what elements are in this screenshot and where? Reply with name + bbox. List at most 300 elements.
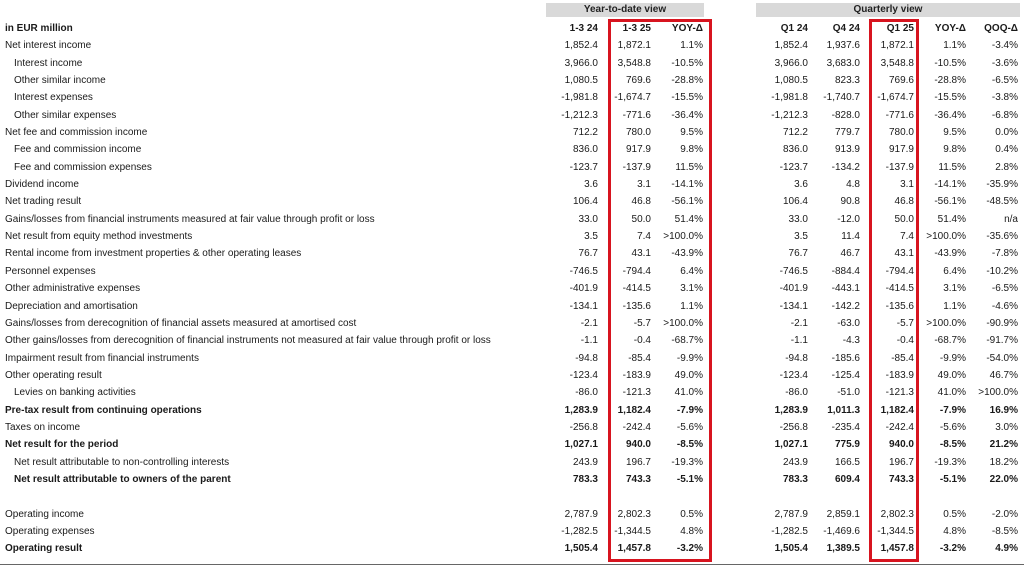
table-cell: -1,981.8 [771, 92, 808, 104]
table-cell: -94.8 [785, 352, 808, 364]
table-cell: -185.6 [831, 352, 860, 364]
table-row [0, 436, 1024, 453]
table-cell: 1,283.9 [564, 404, 598, 416]
table-cell: -1,674.7 [877, 92, 914, 104]
row-label: Gains/losses from derecognition of financial assets measured at amortised cost [5, 317, 357, 329]
table-cell: -56.1% [934, 196, 966, 208]
table-cell: 0.4% [995, 144, 1018, 156]
table-cell: 106.4 [782, 196, 808, 208]
table-cell: -242.4 [622, 421, 651, 433]
table-cell: -19.3% [671, 456, 703, 468]
table-cell: 11.5% [675, 161, 703, 173]
table-cell: -414.5 [885, 283, 914, 295]
table-cell: 769.6 [888, 75, 914, 87]
table-cell: -85.4 [628, 352, 651, 364]
table-cell: -401.9 [569, 283, 598, 295]
table-cell: 9.5% [943, 127, 966, 139]
table-cell: 3.1% [943, 283, 966, 295]
row-label: Net fee and commission income [5, 127, 148, 139]
table-cell: 2,787.9 [564, 508, 598, 520]
table-row [0, 506, 1024, 523]
table-cell: 917.9 [888, 144, 914, 156]
table-cell: -183.9 [885, 369, 914, 381]
table-cell: -19.3% [934, 456, 966, 468]
table-cell: 3.6 [584, 179, 598, 191]
table-cell: 33.0 [788, 213, 808, 225]
table-cell: 4.8 [846, 179, 860, 191]
row-label: Interest income [14, 57, 83, 69]
table-cell: -5.6% [676, 421, 703, 433]
table-cell: 712.2 [782, 127, 808, 139]
table-cell: 1,937.6 [826, 40, 860, 52]
table-cell: 743.3 [888, 473, 914, 485]
row-label: Operating income [5, 508, 84, 520]
table-cell: -10.5% [934, 57, 966, 69]
table-cell: 917.9 [625, 144, 651, 156]
table-cell: -48.5% [986, 196, 1018, 208]
table-row [0, 55, 1024, 72]
row-label: Interest expenses [14, 92, 93, 104]
table-cell: -43.9% [934, 248, 966, 260]
table-cell: -28.8% [934, 75, 966, 87]
table-cell: -123.7 [779, 161, 808, 173]
table-cell: -794.4 [885, 265, 914, 277]
table-cell: -1,344.5 [877, 525, 914, 537]
col-header: Q1 24 [780, 23, 808, 34]
table-row [0, 245, 1024, 262]
table-row [0, 280, 1024, 297]
quarterly-group-header: Quarterly view [756, 3, 1020, 17]
table-cell: 51.4% [674, 213, 703, 225]
table-cell: 41.0% [937, 387, 966, 399]
col-header: QOQ-Δ [984, 23, 1018, 34]
table-row [0, 211, 1024, 228]
table-cell: 1.1% [680, 40, 703, 52]
table-cell: 106.4 [572, 196, 598, 208]
table-cell: 3,966.0 [774, 57, 808, 69]
table-cell: -3.6% [991, 57, 1018, 69]
table-cell: -8.5% [991, 525, 1018, 537]
table-cell: 51.4% [937, 213, 966, 225]
table-cell: -235.4 [831, 421, 860, 433]
table-cell: -6.8% [991, 109, 1018, 121]
table-cell: 2,802.3 [880, 508, 914, 520]
table-cell: >100.0% [926, 317, 966, 329]
table-cell: 0.0% [995, 127, 1018, 139]
table-cell: 1,027.1 [564, 439, 598, 451]
row-label: Net result attributable to owners of the parent [14, 473, 231, 485]
table-cell: 46.8 [894, 196, 914, 208]
table-bottom-rule [0, 564, 1024, 565]
row-label: Pre-tax result from continuing operations [5, 404, 202, 416]
table-cell: -35.6% [986, 231, 1018, 243]
table-cell: -8.5% [676, 439, 703, 451]
table-cell: 16.9% [989, 404, 1018, 416]
table-cell: 836.0 [572, 144, 598, 156]
table-cell: 3.1 [900, 179, 914, 191]
row-label: Fee and commission income [14, 144, 142, 156]
table-cell: 46.8 [631, 196, 651, 208]
table-cell: 18.2% [989, 456, 1018, 468]
table-cell: 90.8 [840, 196, 860, 208]
row-label: Impairment result from financial instruments [5, 352, 199, 364]
table-cell: -10.5% [671, 57, 703, 69]
table-cell: -51.0 [837, 387, 860, 399]
table-cell: -54.0% [986, 352, 1018, 364]
table-cell: -86.0 [785, 387, 808, 399]
table-row [0, 263, 1024, 280]
table-cell: 6.4% [680, 265, 703, 277]
table-cell: -14.1% [934, 179, 966, 191]
table-cell: >100.0% [663, 317, 703, 329]
table-cell: 609.4 [834, 473, 860, 485]
table-cell: -125.4 [831, 369, 860, 381]
table-cell: -68.7% [934, 335, 966, 347]
row-label: Dividend income [5, 179, 79, 191]
table-cell: -183.9 [622, 369, 651, 381]
table-cell: -1.1 [790, 335, 808, 347]
row-label: Gains/losses from financial instruments measured at fair value through profit or loss [5, 213, 375, 225]
table-cell: 780.0 [888, 127, 914, 139]
table-row [0, 523, 1024, 540]
table-header-row [0, 20, 1024, 37]
table-cell: 3,548.8 [617, 57, 651, 69]
table-cell: 76.7 [578, 248, 598, 260]
table-cell: -1,469.6 [823, 525, 860, 537]
table-row [0, 402, 1024, 419]
table-row [0, 107, 1024, 124]
table-row [0, 315, 1024, 332]
row-label: Rental income from investment properties & other operating leases [5, 248, 302, 260]
table-cell: -1,212.3 [771, 109, 808, 121]
table-cell: 76.7 [788, 248, 808, 260]
table-cell: 769.6 [625, 75, 651, 87]
table-cell: -1,981.8 [561, 92, 598, 104]
table-cell: -142.2 [831, 300, 860, 312]
table-cell: 7.4 [637, 231, 651, 243]
table-cell: 780.0 [625, 127, 651, 139]
table-row [0, 454, 1024, 471]
table-cell: -1,282.5 [771, 525, 808, 537]
table-cell: -137.9 [885, 161, 914, 173]
table-row [0, 141, 1024, 158]
table-cell: 3.5 [584, 231, 598, 243]
table-cell: 775.9 [834, 439, 860, 451]
table-cell: -7.9% [939, 404, 966, 416]
table-row [0, 471, 1024, 488]
table-cell: 41.0% [674, 387, 703, 399]
table-cell: -3.2% [939, 543, 966, 555]
table-cell: -90.9% [986, 317, 1018, 329]
col-header: Q4 24 [832, 23, 860, 34]
table-cell: 712.2 [572, 127, 598, 139]
table-cell: -6.5% [991, 283, 1018, 295]
row-label: Net result attributable to non-controlling interests [14, 456, 230, 468]
table-cell: 940.0 [625, 439, 651, 451]
table-row [0, 89, 1024, 106]
table-cell: -123.7 [569, 161, 598, 173]
table-cell: 243.9 [782, 456, 808, 468]
col-header: 1-3 25 [622, 23, 651, 34]
table-cell: -35.9% [986, 179, 1018, 191]
table-row [0, 193, 1024, 210]
col-header: Q1 25 [886, 23, 914, 34]
table-cell: 2,859.1 [826, 508, 860, 520]
table-cell: -2.1 [580, 317, 598, 329]
table-cell: -256.8 [569, 421, 598, 433]
table-cell: -137.9 [622, 161, 651, 173]
table-cell: -14.1% [671, 179, 703, 191]
table-cell: 2.8% [995, 161, 1018, 173]
table-cell: -5.7 [633, 317, 651, 329]
table-cell: -0.4 [633, 335, 651, 347]
table-cell: 836.0 [782, 144, 808, 156]
table-cell: 3.1 [637, 179, 651, 191]
table-cell: -1,212.3 [561, 109, 598, 121]
table-cell: 779.7 [834, 127, 860, 139]
table-cell: -5.7 [896, 317, 914, 329]
table-cell: -123.4 [779, 369, 808, 381]
table-cell: -134.2 [831, 161, 860, 173]
row-label: Other similar expenses [14, 109, 117, 121]
table-cell: -4.6% [991, 300, 1018, 312]
table-row [0, 350, 1024, 367]
table-cell: -1,344.5 [614, 525, 651, 537]
table-cell: -771.6 [885, 109, 914, 121]
table-cell: 46.7 [840, 248, 860, 260]
table-cell: 50.0 [631, 213, 651, 225]
table-cell: -3.4% [991, 40, 1018, 52]
table-cell: 6.4% [943, 265, 966, 277]
table-row [0, 37, 1024, 54]
table-row [0, 384, 1024, 401]
table-cell: -3.8% [991, 92, 1018, 104]
table-cell: -828.0 [831, 109, 860, 121]
table-cell: 1,283.9 [774, 404, 808, 416]
table-cell: 1,182.4 [880, 404, 914, 416]
table-cell: 913.9 [834, 144, 860, 156]
table-cell: 2,787.9 [774, 508, 808, 520]
table-cell: 1,852.4 [774, 40, 808, 52]
table-cell: 1.1% [943, 40, 966, 52]
table-cell: 11.4 [841, 231, 860, 243]
table-cell: -5.1% [676, 473, 703, 485]
table-cell: -746.5 [779, 265, 808, 277]
table-cell: -68.7% [671, 335, 703, 347]
table-cell: 7.4 [900, 231, 914, 243]
table-cell: -121.3 [622, 387, 651, 399]
spacer-row [0, 488, 1024, 505]
table-row [0, 540, 1024, 557]
table-cell: 4.8% [680, 525, 703, 537]
table-cell: 2,802.3 [617, 508, 651, 520]
table-cell: -43.9% [671, 248, 703, 260]
row-label: Operating result [5, 543, 83, 555]
table-cell: -1,740.7 [823, 92, 860, 104]
table-cell: -5.6% [939, 421, 966, 433]
table-cell: -256.8 [779, 421, 808, 433]
table-cell: 1,182.4 [617, 404, 651, 416]
table-cell: 3.0% [995, 421, 1018, 433]
row-label: Operating expenses [5, 525, 95, 537]
table-cell: 21.2% [989, 439, 1018, 451]
table-cell: 1,505.4 [774, 543, 808, 555]
col-header: YOY-Δ [671, 23, 703, 34]
table-cell: 49.0% [674, 369, 703, 381]
table-cell: 3.1% [680, 283, 703, 295]
table-cell: 46.7% [989, 369, 1018, 381]
table-cell: 3,966.0 [564, 57, 598, 69]
table-cell: -242.4 [885, 421, 914, 433]
table-cell: -28.8% [671, 75, 703, 87]
table-row [0, 176, 1024, 193]
col-header: YOY-Δ [934, 23, 966, 34]
table-cell: 3.5 [794, 231, 808, 243]
table-cell: 823.3 [834, 75, 860, 87]
table-cell: -36.4% [671, 109, 703, 121]
table-cell: -5.1% [939, 473, 966, 485]
row-label: Personnel expenses [5, 265, 96, 277]
table-cell: 1,505.4 [564, 543, 598, 555]
table-cell: 166.5 [834, 456, 860, 468]
table-row [0, 72, 1024, 89]
table-cell: -1.1 [580, 335, 598, 347]
row-label: Taxes on income [5, 421, 81, 433]
table-cell: -746.5 [569, 265, 598, 277]
table-cell: -91.7% [986, 335, 1018, 347]
table-cell: 783.3 [782, 473, 808, 485]
table-cell: -85.4 [891, 352, 914, 364]
table-cell: 3,683.0 [826, 57, 860, 69]
table-cell: -8.5% [939, 439, 966, 451]
table-cell: -401.9 [779, 283, 808, 295]
table-cell: 243.9 [572, 456, 598, 468]
table-row [0, 298, 1024, 315]
table-cell: 50.0 [894, 213, 914, 225]
table-cell: -36.4% [934, 109, 966, 121]
table-cell: 1,027.1 [774, 439, 808, 451]
table-cell: 1,457.8 [880, 543, 914, 555]
table-cell: -4.3 [842, 335, 860, 347]
row-label: Other operating result [5, 369, 102, 381]
table-cell: 0.5% [680, 508, 703, 520]
table-cell: 4.9% [995, 543, 1018, 555]
table-cell: -7.9% [676, 404, 703, 416]
table-cell: >100.0% [663, 231, 703, 243]
table-cell: n/a [1004, 213, 1018, 225]
ytd-group-header: Year-to-date view [546, 3, 704, 17]
row-label: Other similar income [14, 75, 106, 87]
units-label: in EUR million [5, 23, 73, 34]
table-cell: 1,457.8 [617, 543, 651, 555]
table-cell: 11.5% [938, 161, 966, 173]
table-cell: -134.1 [779, 300, 808, 312]
table-cell: 49.0% [937, 369, 966, 381]
table-cell: 33.0 [578, 213, 598, 225]
table-cell: -63.0 [837, 317, 860, 329]
row-label: Net result from equity method investments [5, 231, 193, 243]
table-cell: 43.1 [631, 248, 651, 260]
table-cell: -771.6 [622, 109, 651, 121]
row-label: Other administrative expenses [5, 283, 141, 295]
table-cell: -134.1 [569, 300, 598, 312]
table-cell: -94.8 [575, 352, 598, 364]
table-cell: -7.8% [991, 248, 1018, 260]
table-cell: 783.3 [572, 473, 598, 485]
table-cell: 1,080.5 [774, 75, 808, 87]
table-cell: -56.1% [671, 196, 703, 208]
row-label: Net interest income [5, 40, 92, 52]
table-cell: 9.8% [943, 144, 966, 156]
table-cell: 9.5% [680, 127, 703, 139]
table-row [0, 228, 1024, 245]
table-cell: 4.8% [943, 525, 966, 537]
col-header: 1-3 24 [569, 23, 598, 34]
table-cell: 940.0 [888, 439, 914, 451]
table-cell: -2.0% [991, 508, 1018, 520]
table-row [0, 124, 1024, 141]
table-cell: 1,389.5 [826, 543, 860, 555]
row-label: Net result for the period [5, 439, 119, 451]
table-cell: -135.6 [885, 300, 914, 312]
table-cell: -1,674.7 [614, 92, 651, 104]
table-cell: 196.7 [888, 456, 914, 468]
table-cell: -443.1 [831, 283, 860, 295]
table-cell: 1,852.4 [564, 40, 598, 52]
table-cell: 1,872.1 [880, 40, 914, 52]
table-cell: -414.5 [622, 283, 651, 295]
table-cell: -10.2% [986, 265, 1018, 277]
table-cell: 1.1% [943, 300, 966, 312]
table-cell: -6.5% [991, 75, 1018, 87]
table-cell: 3,548.8 [880, 57, 914, 69]
table-cell: -123.4 [569, 369, 598, 381]
row-label: Net trading result [5, 196, 82, 208]
table-cell: 43.1 [894, 248, 914, 260]
table-cell: -15.5% [934, 92, 966, 104]
row-label: Levies on banking activities [14, 387, 136, 399]
table-row [0, 367, 1024, 384]
table-cell: -15.5% [671, 92, 703, 104]
table-cell: -86.0 [575, 387, 598, 399]
table-row [0, 419, 1024, 436]
table-cell: -794.4 [622, 265, 651, 277]
table-cell: >100.0% [926, 231, 966, 243]
table-cell: >100.0% [978, 387, 1018, 399]
row-label: Depreciation and amortisation [5, 300, 138, 312]
table-cell: -9.9% [939, 352, 966, 364]
table-cell: -121.3 [885, 387, 914, 399]
table-cell: -2.1 [790, 317, 808, 329]
table-cell: -9.9% [676, 352, 703, 364]
table-cell: -1,282.5 [561, 525, 598, 537]
table-cell: 0.5% [943, 508, 966, 520]
table-cell: 9.8% [680, 144, 703, 156]
table-cell: -12.0 [837, 213, 860, 225]
table-row [0, 332, 1024, 349]
row-label: Fee and commission expenses [14, 161, 152, 173]
table-cell: 3.6 [794, 179, 808, 191]
table-cell: 1,080.5 [564, 75, 598, 87]
income-statement-table [0, 20, 1024, 558]
table-cell: 1,872.1 [617, 40, 651, 52]
table-cell: -135.6 [622, 300, 651, 312]
table-cell: -0.4 [896, 335, 914, 347]
table-cell: 22.0% [989, 473, 1018, 485]
table-row [0, 159, 1024, 176]
table-cell: 743.3 [625, 473, 651, 485]
table-cell: -884.4 [831, 265, 860, 277]
